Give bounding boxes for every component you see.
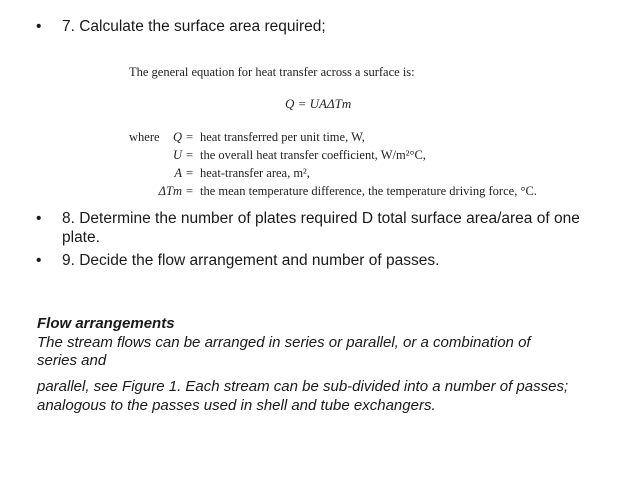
definition-symbol: A	[174, 166, 182, 180]
definition-equals: =	[186, 148, 194, 162]
definition-symbol: Q	[172, 130, 182, 144]
equation-intro: The general equation for heat transfer across a surface is:	[129, 65, 415, 79]
definition-text: heat transferred per unit time, W,	[200, 130, 365, 144]
definition-equals: =	[186, 184, 194, 198]
bullet-marker: •	[36, 18, 42, 35]
definition-text: the mean temperature difference, the temperature driving force, °C.	[200, 184, 537, 198]
definition-equals: =	[186, 130, 194, 144]
heat-transfer-equation: Q = UAΔTm	[285, 96, 352, 111]
paragraph-line: analogous to the passes used in shell and tube exchangers.	[37, 397, 436, 414]
section-heading: Flow arrangements	[37, 315, 175, 332]
paragraph-line: parallel, see Figure 1. Each stream can be sub-divided into a number of passes;	[37, 378, 569, 395]
definition-symbol: ΔTm	[158, 184, 182, 198]
bullet-text: 7. Calculate the surface area required;	[62, 18, 326, 35]
paragraph-line: The stream flows can be arranged in series or parallel, or a combination of	[37, 334, 531, 351]
bullet-marker: •	[36, 252, 42, 269]
definition-equals: =	[186, 166, 194, 180]
where-label: where	[129, 130, 160, 144]
bullet-marker: •	[36, 210, 42, 227]
definition-text: heat-transfer area, m²,	[200, 166, 310, 180]
bullet-text: 8. Determine the number of plates required D total surface area/area of one plate.	[62, 210, 580, 246]
bullet-text: 9. Decide the flow arrangement and number of passes.	[62, 252, 440, 269]
paragraph-line: series and	[37, 352, 107, 369]
definition-symbol: U	[172, 148, 182, 162]
definition-text: the overall heat transfer coefficient, W/m²°C,	[200, 148, 426, 162]
